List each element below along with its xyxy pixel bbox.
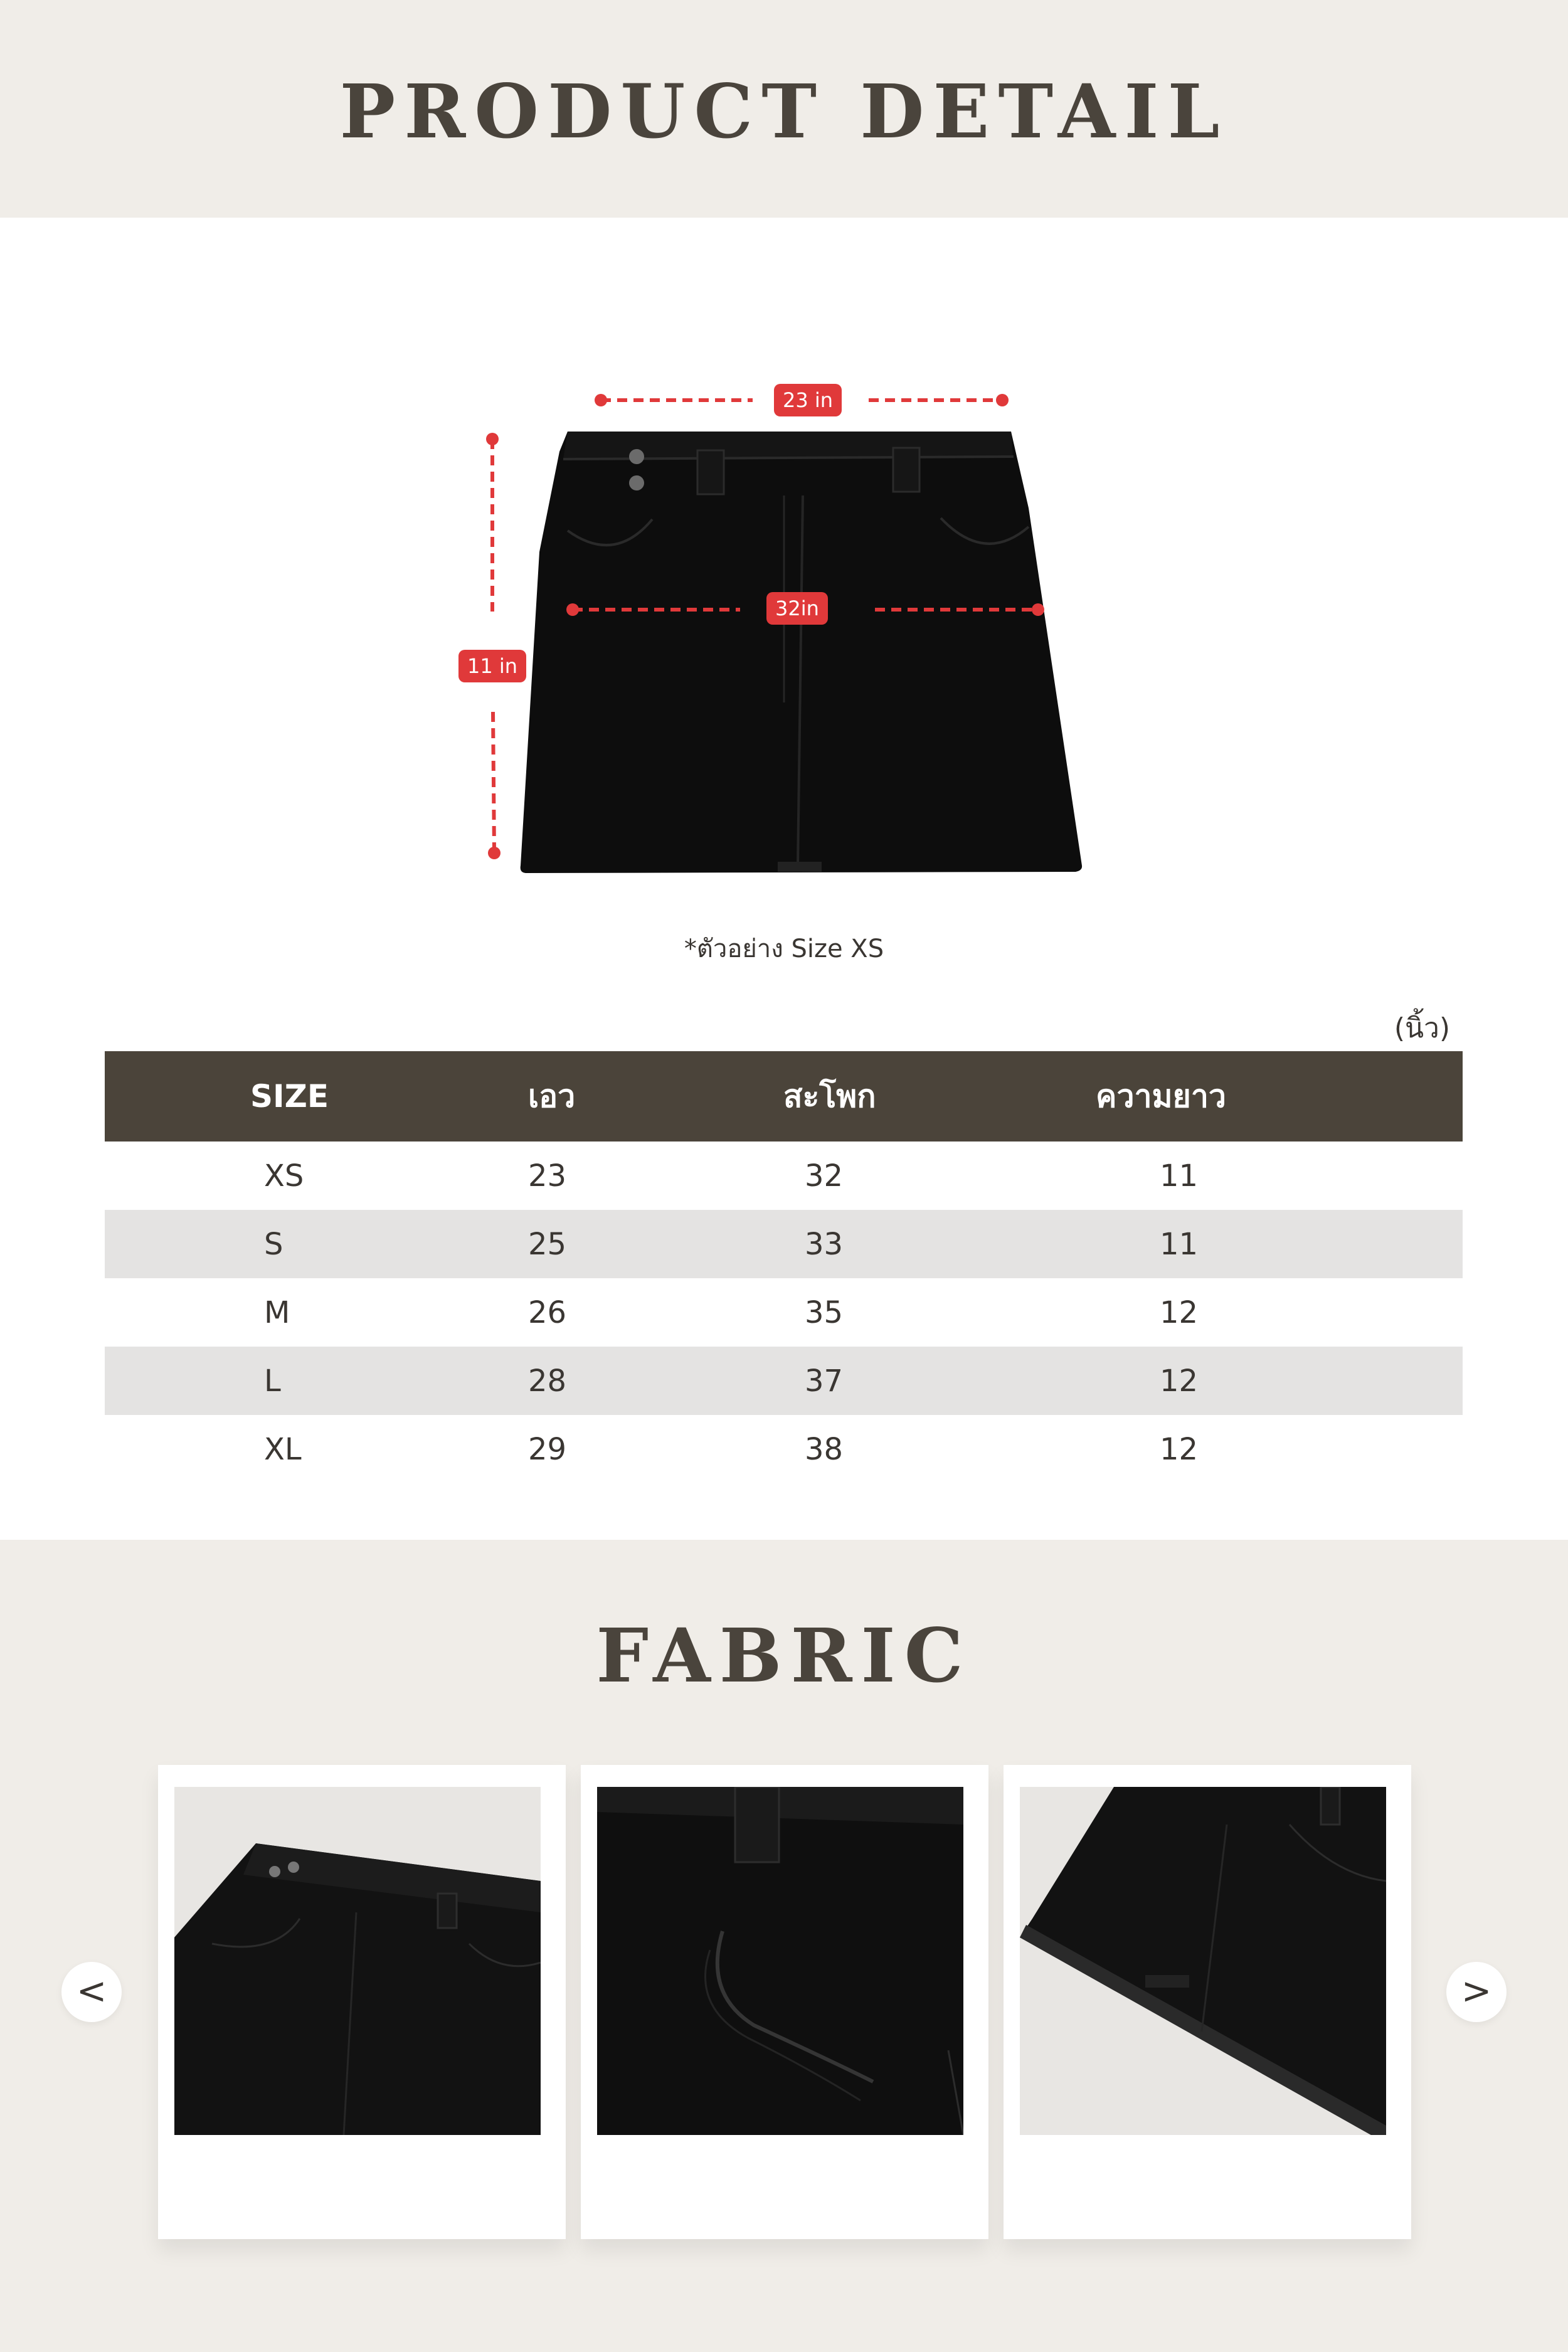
cell-hip: 33 (732, 1210, 1033, 1278)
cell-waist: 29 (528, 1431, 567, 1467)
cell-waist: 25 (469, 1210, 732, 1278)
cell-length: 12 (1160, 1295, 1199, 1330)
fabric-waistband-closeup (174, 1787, 541, 2135)
skirt-measurement-diagram (0, 351, 1568, 916)
table-row (105, 1210, 1463, 1278)
fabric-card-1[interactable] (158, 1765, 566, 2239)
cell-waist: 23 (528, 1158, 567, 1194)
column-header-hip: สะโพก (732, 1051, 1033, 1142)
table-row (105, 1142, 1463, 1210)
cell-hip: 32 (805, 1158, 844, 1194)
column-header-length: ความยาว (1033, 1051, 1463, 1142)
cell-size: M (264, 1295, 290, 1330)
cell-length: 11 (1160, 1158, 1199, 1194)
hip-measure-label: 32in (766, 592, 828, 625)
prev-slide-button[interactable]: < (61, 1962, 122, 2022)
cell-size: L (105, 1347, 469, 1415)
cell-hip: 37 (732, 1347, 1033, 1415)
fabric-title: FABRIC (596, 1612, 972, 1699)
cell-hip: 35 (805, 1295, 844, 1330)
cell-size: S (105, 1210, 469, 1278)
page-title: PRODUCT DETAIL (339, 68, 1229, 155)
cell-waist: 28 (469, 1347, 732, 1415)
sample-size-note: *ตัวอย่าง Size XS (684, 935, 884, 963)
column-header-waist: เอว (469, 1051, 732, 1142)
size-table (105, 1051, 1463, 1483)
unit-note: (นิ้ว) (1394, 1012, 1450, 1044)
fabric-card-2[interactable] (581, 1765, 988, 2239)
cell-length: 12 (1160, 1431, 1199, 1467)
table-row (105, 1347, 1463, 1415)
column-header-size: SIZE (105, 1051, 469, 1142)
next-slide-button[interactable]: > (1446, 1962, 1507, 2022)
length-measure-label: 11 in (458, 650, 526, 682)
cell-size: XS (264, 1158, 304, 1194)
waist-measure-label: 23 in (774, 384, 842, 416)
fabric-hem-closeup (1020, 1787, 1386, 2135)
fabric-card-3[interactable] (1004, 1765, 1411, 2239)
cell-hip: 38 (805, 1431, 844, 1467)
table-row (105, 1415, 1463, 1483)
cell-size: XL (264, 1431, 302, 1467)
table-row (105, 1278, 1463, 1347)
cell-waist: 26 (528, 1295, 567, 1330)
table-header-row (105, 1051, 1463, 1142)
cell-length: 12 (1033, 1347, 1463, 1415)
fabric-pocket-closeup (597, 1787, 963, 2135)
cell-length: 11 (1033, 1210, 1463, 1278)
